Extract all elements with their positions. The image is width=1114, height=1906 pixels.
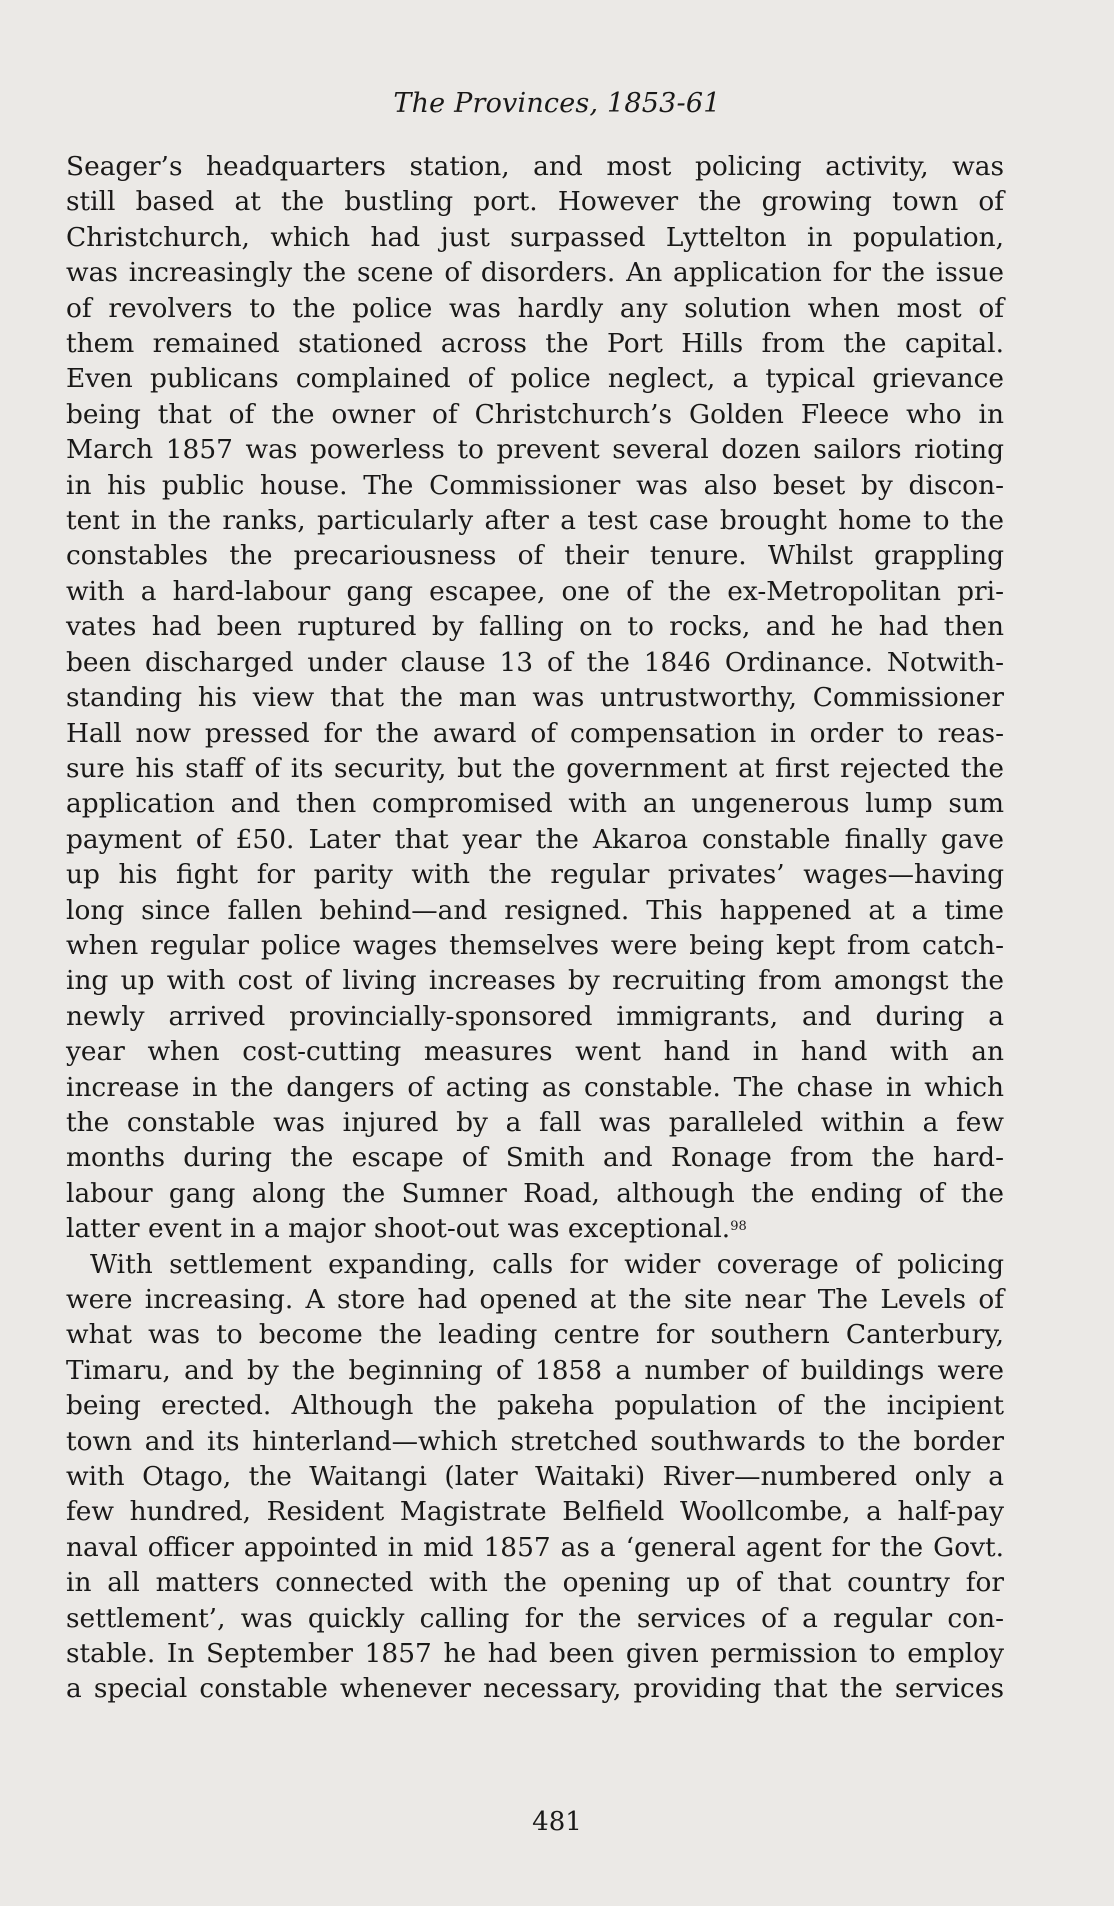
text-line: with a hard-labour gang escapee, one of the ex-Metropolitan pri- xyxy=(66,575,1004,607)
text-line: months during the escape of Smith and Ronage from the hard- xyxy=(66,1142,1004,1174)
text-line: naval officer appointed in mid 1857 as a ‘general agent for the Govt. xyxy=(66,1531,1004,1563)
text-line: Hall now pressed for the award of compensation in order to reas- xyxy=(66,717,1004,749)
page-number: 481 xyxy=(532,1807,582,1837)
paragraph xyxy=(66,1247,1004,1707)
text-line: Even publicans complained of police neglect, a typical grievance xyxy=(66,363,1004,395)
text-line: a special constable whenever necessary, providing that the services xyxy=(66,1673,1004,1705)
text-line: been discharged under clause 13 of the 1846 Ordinance. Notwith- xyxy=(66,646,1004,678)
text-line: still based at the bustling port. However the growing town of xyxy=(66,186,1004,218)
text-line: with Otago, the Waitangi (later Waitaki) River—numbered only a xyxy=(66,1461,1004,1493)
text-line: latter event in a major shoot-out was exceptional.$^{98}$ xyxy=(66,1213,747,1245)
text-line: when regular police wages themselves were being kept from catch- xyxy=(66,929,1004,961)
running-head: The Provinces, 1853-61 xyxy=(393,88,721,119)
text-line: being erected. Although the pakeha population of the incipient xyxy=(66,1390,1004,1422)
text-line: tent in the ranks, particularly after a test case brought home to the xyxy=(66,505,1004,537)
text-line: ing up with cost of living increases by recruiting from amongst the xyxy=(66,965,1004,997)
text-line: Christchurch, which had just surpassed Lyttelton in population, xyxy=(66,221,1004,253)
paragraph xyxy=(66,149,1004,1247)
text-line: Seager’s headquarters station, and most policing activity, was xyxy=(66,151,1004,182)
text-line: newly arrived provincially-sponsored immigrants, and during a xyxy=(66,1000,1004,1032)
text-line: being that of the owner of Christchurch’s Golden Fleece who in xyxy=(66,398,1004,430)
text-line: increase in the dangers of acting as constable. The chase in which xyxy=(66,1071,1004,1103)
text-line: of revolvers to the police was hardly any solution when most of xyxy=(66,292,1004,324)
text-line: what was to become the leading centre for southern Canterbury, xyxy=(66,1319,1004,1351)
text-line: settlement’, was quickly calling for the services of a regular con- xyxy=(66,1602,1004,1634)
text-line: vates had been ruptured by falling on to rocks, and he had then xyxy=(66,611,1004,643)
text-line: up his fight for parity with the regular privates’ wages—having xyxy=(66,859,1004,891)
text-line: standing his view that the man was untrustworthy, Commissioner xyxy=(66,682,1004,714)
text-line: With settlement expanding, calls for wider coverage of policing xyxy=(90,1248,1004,1280)
text-line: few hundred, Resident Magistrate Belfield Woollcombe, a half-pay xyxy=(66,1496,1004,1528)
text-line: town and its hinterland—which stretched southwards to the border xyxy=(66,1425,1004,1457)
text-line: long since fallen behind—and resigned. This happened at a time xyxy=(66,894,1004,926)
body-text xyxy=(66,149,1004,1707)
text-line: year when cost-cutting measures went hand in hand with an xyxy=(66,1036,1004,1068)
text-line: in his public house. The Commissioner was also beset by discon- xyxy=(66,469,1004,501)
text-line: them remained stationed across the Port Hills from the capital. xyxy=(66,328,1004,360)
text-line: were increasing. A store had opened at the site near The Levels of xyxy=(66,1284,1004,1315)
text-line: stable. In September 1857 he had been given permission to employ xyxy=(66,1638,1004,1670)
text-line: Timaru, and by the beginning of 1858 a number of buildings were xyxy=(66,1354,1004,1386)
text-line: was increasingly the scene of disorders. An application for the issue xyxy=(66,257,1004,289)
text-line: application and then compromised with an ungenerous lump sum xyxy=(66,788,1004,820)
text-line: sure his staff of its security, but the government at first rejected the xyxy=(66,752,1004,784)
text-line: constables the precariousness of their tenure. Whilst grappling xyxy=(66,540,1004,572)
text-line: in all matters connected with the opening up of that country for xyxy=(66,1567,1004,1599)
text-line: labour gang along the Sumner Road, although the ending of the xyxy=(66,1177,1004,1209)
footnote-reference: 98 xyxy=(730,1219,747,1235)
text-line: March 1857 was powerless to prevent several dozen sailors rioting xyxy=(66,434,1004,466)
text-line: payment of £50. Later that year the Akaroa constable finally gave xyxy=(66,823,1004,855)
text-line: the constable was injured by a fall was paralleled within a few xyxy=(66,1106,1004,1138)
